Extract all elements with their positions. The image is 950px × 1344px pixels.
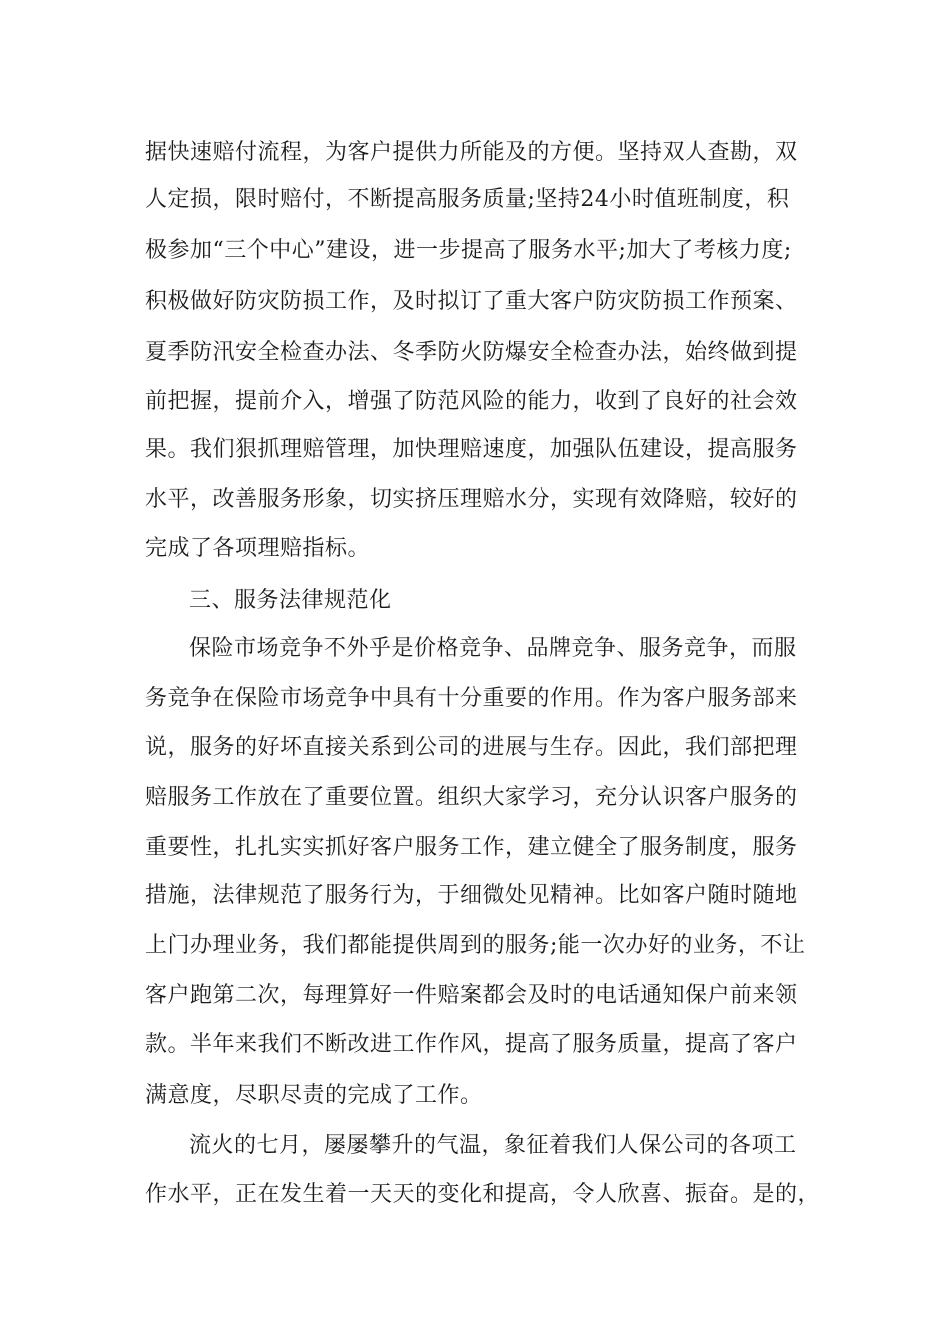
text-line: 水平，改善服务形象，切实挤压理赔水分，实现有效降赔，较好的: [145, 487, 798, 512]
section-heading: 三、服务法律规范化: [189, 588, 392, 613]
text-line: 措施，法律规范了服务行为，于细微处见精神。比如客户随时随地: [145, 883, 798, 908]
text-line: 前把握，提前介入，增强了防范风险的能力，收到了良好的社会效: [145, 389, 798, 414]
text-line: 满意度，尽职尽责的完成了工作。: [145, 1083, 483, 1108]
text-line: 夏季防汛安全检查办法、冬季防火防爆安全检查办法，始终做到提: [145, 340, 798, 365]
text-line: 果。我们狠抓理赔管理，加快理赔速度，加强队伍建设，提高服务: [145, 437, 798, 462]
text-line: 赔服务工作放在了重要位置。组织大家学习，充分认识客户服务的: [145, 785, 798, 810]
text-line: 极参加“三个中心”建设，进一步提高了服务水平;加大了考核力度;: [145, 238, 792, 263]
text-line: 客户跑第二次，每理算好一件赔案都会及时的电话通知保户前来领: [145, 983, 798, 1008]
text-line: 完成了各项理赔指标。: [145, 536, 371, 561]
text-line: 重要性，扎扎实实抓好客户服务工作，建立健全了服务制度，服务: [145, 835, 798, 860]
text-line: 据快速赔付流程，为客户提供力所能及的方便。坚持双人查勘，双: [145, 140, 798, 165]
text-line: 务竞争在保险市场竞争中具有十分重要的作用。作为客户服务部来: [145, 686, 798, 711]
text-line: 保险市场竞争不外乎是价格竞争、品牌竞争、服务竞争，而服: [189, 636, 797, 661]
text-line: 款。半年来我们不断改进工作作风，提高了服务质量，提高了客户: [145, 1032, 798, 1057]
text-line: 上门办理业务，我们都能提供周到的服务;能一次办好的业务，不让: [145, 933, 806, 958]
text-line: 流火的七月，屡屡攀升的气温，象征着我们人保公司的各项工: [189, 1133, 797, 1158]
text-line: 说，服务的好坏直接关系到公司的进展与生存。因此，我们部把理: [145, 735, 798, 760]
text-line: 人定损，限时赔付，不断提高服务质量;坚持24小时值班制度，积: [145, 187, 790, 212]
text-line: 积极做好防灾防损工作，及时拟订了重大客户防灾防损工作预案、: [145, 289, 798, 314]
text-line: 作水平，正在发生着一天天的变化和提高，令人欣喜、振奋。是的，: [145, 1182, 821, 1207]
